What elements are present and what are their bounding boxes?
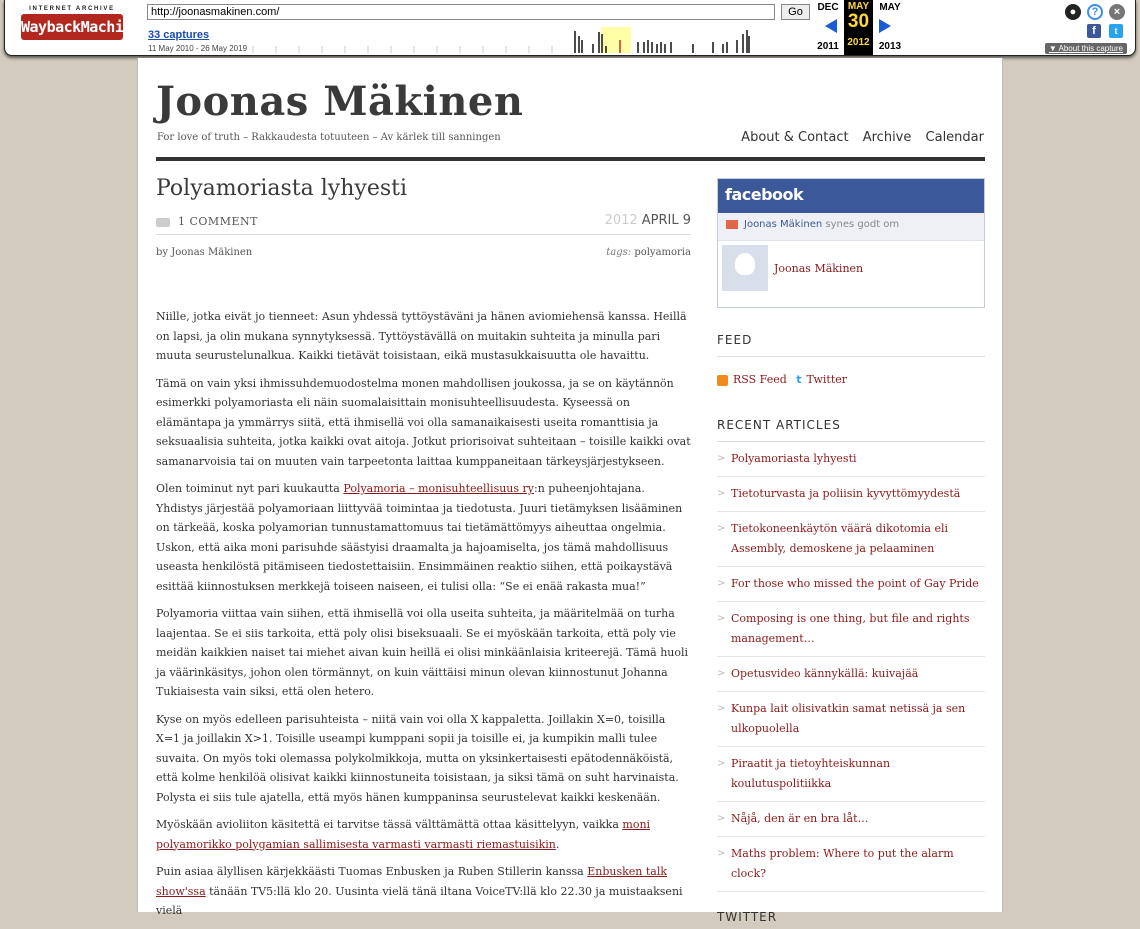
facebook-share-icon[interactable]: f (1087, 24, 1101, 38)
wayback-logo-main: WaybackMachine (21, 14, 123, 40)
facebook-activity (718, 213, 984, 241)
paragraph: Kyse on myös edelleen parisuhteista – niitä vain voi olla X kappaletta. Joillakin X=0, toisilla X=1 ja joillakin X>1. Toisille useampi kumppani sopii ja toisille ei, ja kumpikin malli tulee suvaita. On myös toki olemassa polykolmikkoja, mutta on yksinkertaisesti epätodennäköistä, että kolme henkilöä olisivat kaikki kiinnostuneita toisistaan, ja siksi tämä on suht harvinaista. Polysta ei siis tule ajatella, että myös hänen kumppaninsa seurustelevat kaikki keskenään. (156, 712, 679, 804)
like-flag-icon (726, 220, 738, 229)
post-date-year: 2012 (604, 213, 638, 228)
facebook-widget (717, 178, 985, 308)
help-icon[interactable]: ? (1087, 4, 1103, 20)
capture-sparkline[interactable] (253, 26, 813, 53)
paragraph (156, 862, 691, 921)
facebook-user (718, 241, 984, 301)
prev-arrow-icon[interactable] (825, 19, 837, 33)
next-year[interactable]: 2013 (878, 41, 902, 52)
paragraph: Niille, jotka eivät jo tienneet: Asun yhdessä tyttöystäväni ja hänen aviomiehensä kanssa. Heillä on lapsi, ja olin mukana synnytyksessä. Tyttöystävällä on muitakin suhteita ja minulla pari muuta seurustelunalkua. Kaikki tietävät toisistaan, eikä mustasukkaisuutta ole havaittu. (156, 310, 687, 362)
current-day: 30 (847, 11, 870, 32)
text: tänään TV5:llä klo 20. Uusinta vielä tänä iltana VoiceTV:llä klo 22.30 ja muistaakseni vielä (156, 884, 683, 917)
next-month[interactable]: MAY (879, 2, 901, 13)
post-date-month-day: APRIL 9 (641, 213, 691, 228)
site-tagline: For love of truth – Rakkaudesta totuuteen – Av kärlek till sanningen (157, 132, 501, 143)
twitter-link[interactable]: Twitter (806, 373, 848, 386)
twitter-icon: t (796, 373, 802, 386)
close-icon[interactable]: × (1109, 4, 1125, 20)
list-item[interactable]: > Piraatit ja tietoyhteiskunnan koulutuspolitiikka (717, 747, 985, 802)
post-body (156, 307, 691, 921)
wayback-go-button[interactable]: Go (781, 4, 810, 20)
list-item[interactable]: > Tietokoneenkäytön väärä dikotomia eli Assembly, demoskene ja pelaaminen (717, 512, 985, 567)
page-container (137, 58, 1003, 924)
polygamia-link[interactable]: moni polyamorikko polygamian sallimisesta varmasti varmasti riemastuisikin (156, 818, 651, 851)
facebook-activity-text: synes godt om (822, 219, 900, 230)
header-rule (156, 157, 985, 161)
capture-range: 11 May 2010 - 26 May 2019 (148, 44, 248, 53)
list-item[interactable]: > Tietoturvasta ja poliisin kyvyttömyydestä (717, 477, 985, 512)
nav-calendar[interactable]: Calendar (925, 130, 984, 145)
post-title[interactable]: Polyamoriasta lyhyesti (156, 176, 408, 201)
tags-label: tags: (606, 247, 632, 258)
rss-icon (717, 375, 728, 386)
nav-about-contact[interactable]: About & Contact (741, 130, 849, 145)
list-item[interactable]: > Composing is one thing, but file and rights management… (717, 602, 985, 657)
comment-bubble-icon (156, 218, 170, 227)
wayback-logo-top: INTERNET ARCHIVE (29, 6, 115, 12)
text: Olen toiminut nyt pari kuukautta (156, 482, 344, 495)
list-item[interactable]: > Kunpa lait olisivatkin samat netissä ja sen ulkopuolella (717, 692, 985, 747)
rss-feed-link[interactable]: RSS Feed (733, 373, 787, 386)
recent-articles-heading: RECENT ARTICLES (717, 418, 985, 442)
tag-link[interactable]: polyamoria (634, 247, 691, 258)
post-byline (156, 247, 691, 261)
talk-show-link[interactable]: Enbusken talk show'ssa (156, 865, 668, 898)
paragraph: Tämä on vain yksi ihmissuhdemuodostelma monen mahdollisen joukossa, ja se on käytännön esimerkki polyamoriasta eli näin suomalaisittain monisuhteellisuudesta. Kyseessä on elämäntapa ja ymmärrys siitä, että ihmisellä voi olla samanaikaisesti useita romanttisia ja seksuaalisia suhteita, jotka kaikki ovat aitoja. Jotkut priorisoivat suhteitaan – toisille kaikki ovat samanarvoisia tai on muuten vain tarpeetonta laittaa kumppaneitaan tärkeysjärjestykseen. (156, 376, 691, 468)
list-item[interactable]: > Opetusvideo kännykällä: kuivajää (717, 657, 985, 692)
current-month: MAY (847, 1, 870, 12)
about-capture-link[interactable]: ▼ About this capture (1045, 43, 1127, 54)
feed-links (717, 373, 985, 393)
post (156, 176, 691, 929)
twitter-share-icon[interactable]: t (1109, 24, 1123, 38)
prev-month[interactable]: DEC (817, 2, 839, 13)
current-capture (844, 0, 873, 55)
facebook-user-name[interactable]: Joonas Mäkinen (774, 262, 864, 275)
prev-year[interactable]: 2011 (817, 41, 839, 52)
wayback-logo[interactable] (21, 6, 141, 44)
text: . (555, 837, 560, 851)
paragraph (156, 479, 691, 596)
wayback-toolbar (0, 0, 1140, 58)
comments-count: 1 COMMENT (178, 215, 258, 228)
post-date (605, 213, 691, 228)
twitter-heading: TWITTER (717, 910, 778, 924)
text: Puin asiaa älyllisen kärjekkäästi Tuomas Enbusken ja Ruben Stillerin kanssa (156, 865, 588, 878)
paragraph (156, 815, 691, 854)
post-meta (156, 213, 691, 235)
list-item[interactable]: > Polyamoriasta lyhyesti (717, 442, 985, 477)
text: :n puheenjohtajana. Yhdistys järjestää polyamoriaan liittyvää toimintaa ja tiedotusta. Juuri tietämyksen lisääminen on tärkeää, koska polyamorian tunnustamattomuus tai tietämättömyys aiheuttaa ongelmia. Uskon, että aika moni parisuhde säästyisi draamalta ja hajoamiselta, jos tämä mahdollisuus useasta henkilöstä pitämiseen tiedostettaisiin. Ensimmäinen reaktio siihen, että poikaystävä esittää kiinnostuksen merkkejä toiseen naiseen, ei tulisi olla: “Se ei enää rakasta mua!” (156, 482, 683, 593)
user-icon[interactable]: ● (1065, 4, 1081, 20)
post-author: by Joonas Mäkinen (156, 247, 253, 258)
list-item[interactable]: > For those who missed the point of Gay Pride (717, 567, 985, 602)
polyamoria-ry-link[interactable]: Polyamoria – monisuhteellisuus ry (343, 482, 535, 495)
nav-archive[interactable]: Archive (862, 130, 912, 145)
site-title[interactable]: Joonas Mäkinen (156, 78, 524, 125)
recent-articles-list (717, 442, 985, 892)
facebook-header[interactable]: facebook (718, 179, 984, 213)
comments-link[interactable] (156, 215, 258, 228)
list-item[interactable]: > Nåjå, den är en bra låt… (717, 802, 985, 837)
wayback-icons (1065, 4, 1125, 37)
feed-heading: FEED (717, 333, 985, 357)
paragraph: Polyamoria viittaa vain siihen, että ihmisellä voi olla useita suhteita, ja määritelmää on turha laajentaa. Se ei siis tarkoita, että poly olisi biseksuaali. Se ei myöskään tarkoita, että poly vie meidän kaikkien naiset tai miehet aivan kuin heillä ei olisi minkäänlaisia kriteerejä. Tämä huoli ja väärinkäsitys, johon olen törmännyt, on kuin väittäisi minun olevan kiinnostunut Johanna Tukiaisesta vain siksi, että olen hetero. (156, 607, 689, 698)
post-tags (606, 247, 691, 258)
sidebar (717, 178, 985, 924)
wayback-url-input[interactable]: http://joonasmakinen.com/ (147, 4, 775, 20)
next-arrow-icon[interactable] (879, 19, 891, 33)
captures-link[interactable]: 33 captures (148, 29, 210, 41)
main-nav (731, 130, 984, 145)
month-navigator (813, 0, 913, 56)
avatar[interactable] (722, 245, 768, 291)
text: Myöskään avioliiton käsitettä ei tarvitse tässä välttämättä ottaa käsittelyyn, vaikka (156, 818, 623, 831)
facebook-activity-name[interactable]: Joonas Mäkinen (744, 219, 823, 230)
list-item[interactable]: > Maths problem: Where to put the alarm clock? (717, 837, 985, 892)
wayback-panel (4, 0, 1136, 56)
current-year: 2012 (847, 37, 870, 48)
